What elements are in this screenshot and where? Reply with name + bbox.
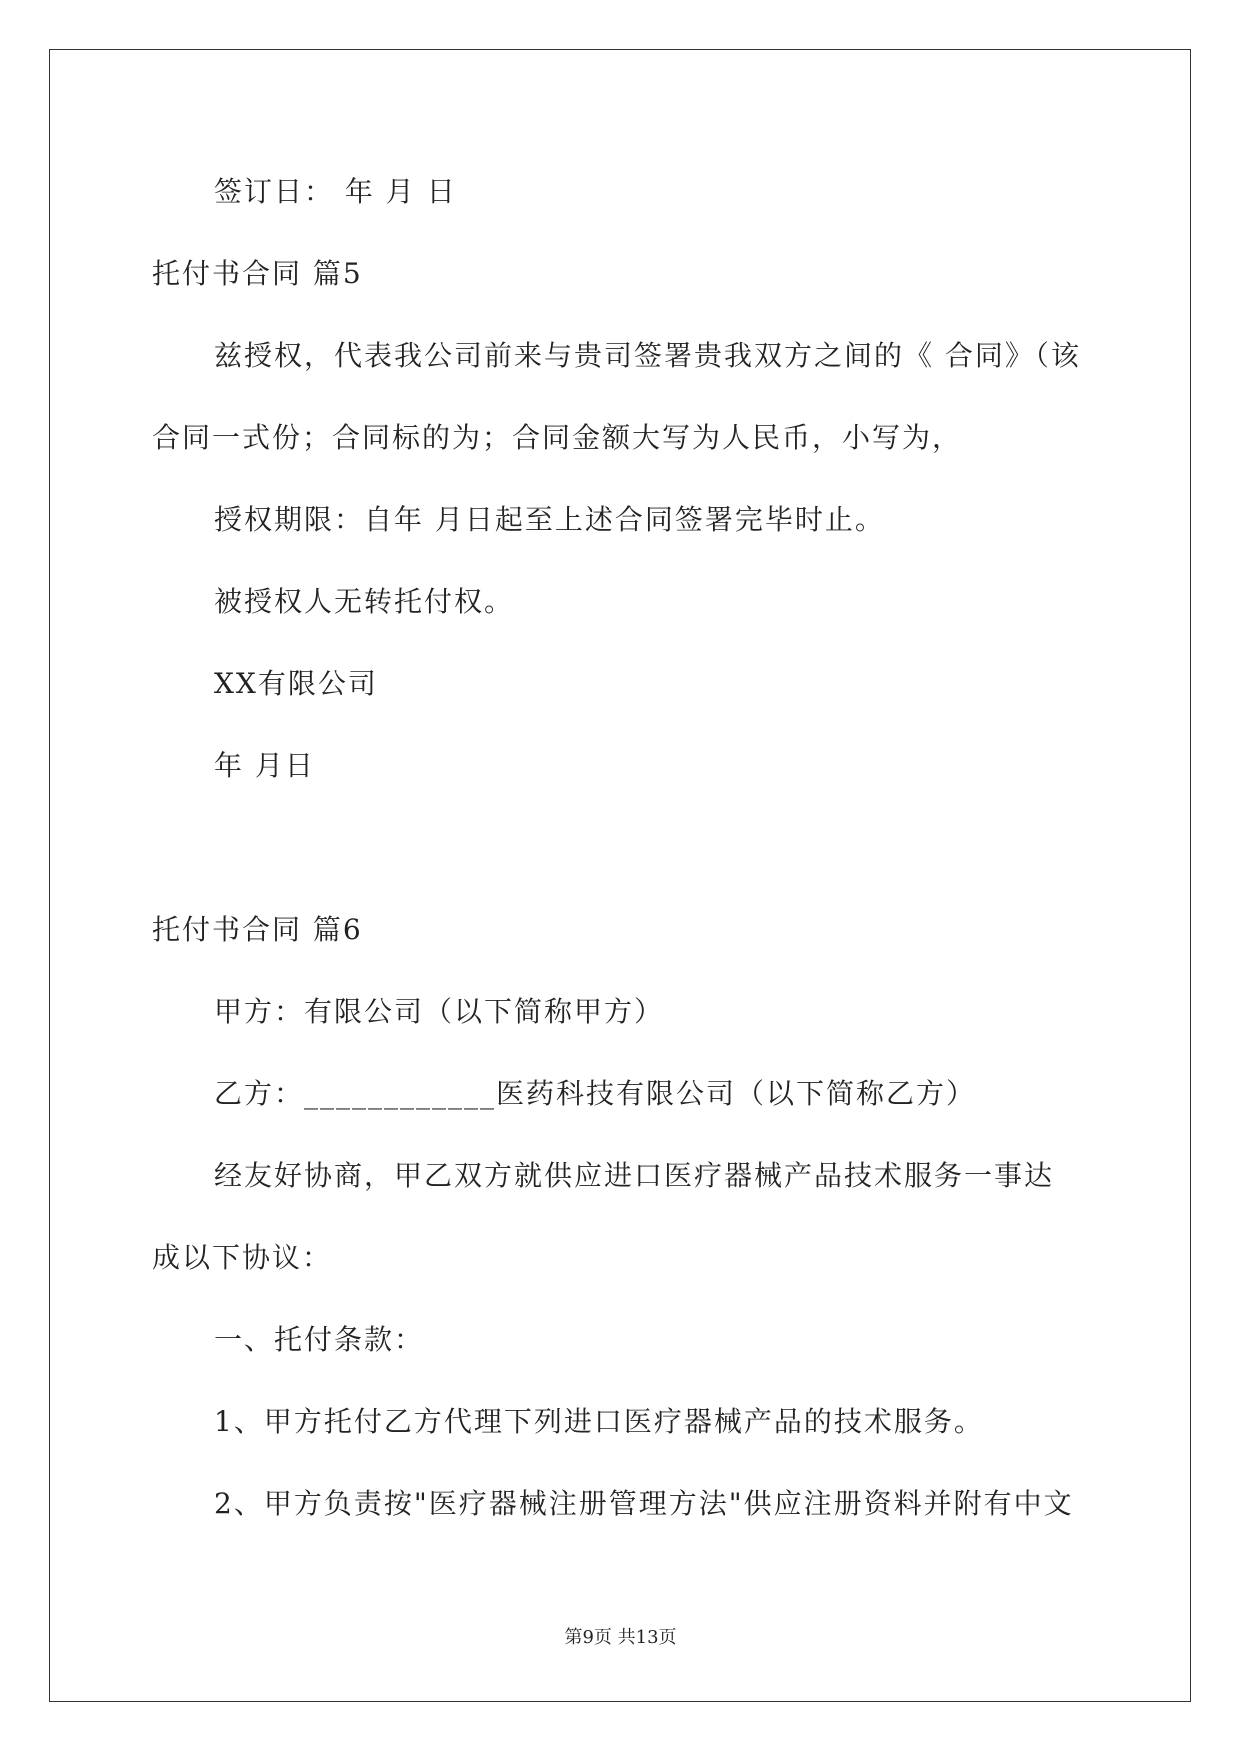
clause-item: 2、甲方负责按"医疗器械注册管理方法"供应注册资料并附有中文: [214, 1487, 1074, 1520]
section-heading-6: 托付书合同 篇6: [152, 913, 363, 946]
paragraph-line: 经友好协商，甲乙双方就供应进口医疗器械产品技术服务一事达: [214, 1159, 1055, 1192]
clause-heading: 一、托付条款：: [214, 1323, 425, 1356]
paragraph-line: 被授权人无转托付权。: [214, 585, 515, 618]
signing-date-line: 签订日： 年 月 日: [214, 175, 457, 208]
company-name-line: XX有限公司: [214, 667, 378, 700]
date-line: 年 月日: [214, 749, 315, 782]
party-b-line: 乙方：____________医药科技有限公司（以下简称乙方）: [214, 1077, 977, 1110]
party-a-line: 甲方：有限公司（以下简称甲方）: [214, 995, 665, 1028]
paragraph-line: 兹授权，代表我公司前来与贵司签署贵我双方之间的《 合同》（该: [214, 339, 1081, 372]
page-number-footer: 第9页 共13页: [564, 1627, 677, 1648]
page-border: [49, 49, 1191, 1702]
paragraph-line: 成以下协议：: [152, 1241, 333, 1274]
section-heading-5: 托付书合同 篇5: [152, 257, 363, 290]
clause-item: 1、甲方托付乙方代理下列进口医疗器械产品的技术服务。: [214, 1405, 984, 1438]
paragraph-line: 合同一式份；合同标的为；合同金额大写为人民币，小写为，: [152, 421, 963, 454]
paragraph-line: 授权期限：自年 月日起至上述合同签署完毕时止。: [214, 503, 885, 536]
